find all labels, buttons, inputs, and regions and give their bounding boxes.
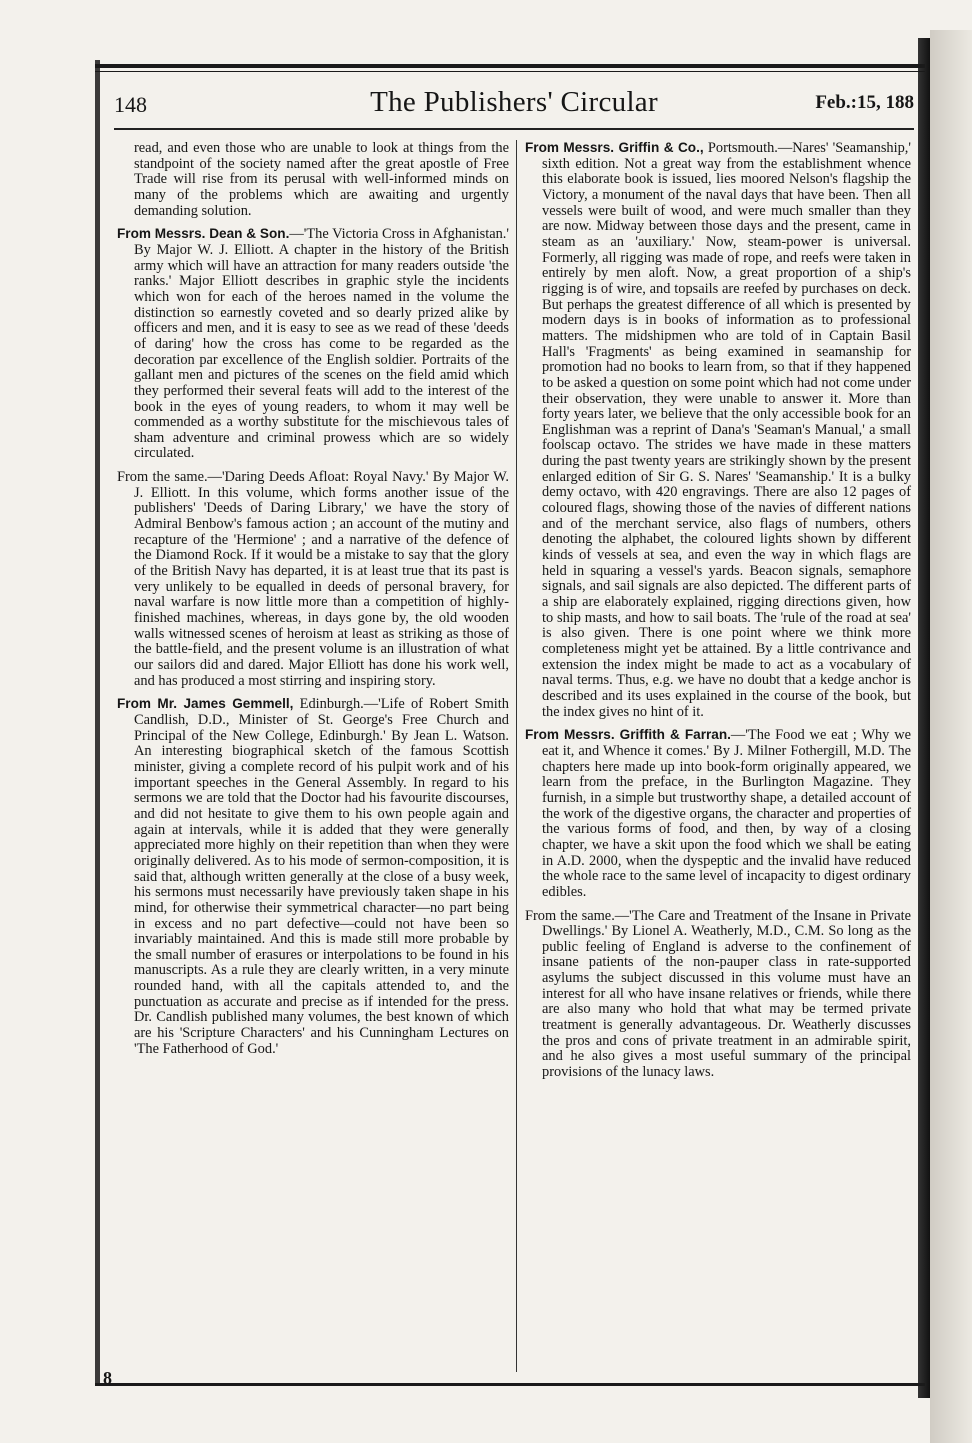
article-paragraph bbox=[117, 469, 509, 689]
article-text: —'The Victoria Cross in Afghanistan.' By Major W. J. Elliott. A chapter in the history of the British army which will have an attraction for many readers outside 'the ranks.' Major Elliott describes in graphic style the incidents which won for each of the heroes named in the volume the distinction so earnestly coveted and so dearly prized alike by officers and men, and it is easy to see as we read of these 'deeds of daring' how the cross has come to be regarded as the decoration par excellence of the English soldier. Portraits of the gallant men and pictures of the scenes on the field amid which they performed their several feats will add to the interest of the book in the eyes of young readers, to whom it may well be commended as a worthy substitute for the mischievous tales of sham adventure and criminal prowess which are so widely circulated. bbox=[134, 226, 509, 462]
article-lead: From Messrs. Dean & Son. bbox=[117, 226, 290, 242]
header-rule bbox=[114, 128, 914, 130]
page-gutter-shadow bbox=[930, 30, 972, 1443]
column-divider bbox=[516, 140, 517, 1372]
top-rule bbox=[95, 64, 925, 68]
article-text: From the same.—'The Care and Treatment of the Insane in Private Dwellings.' By Lionel A. Weatherly, M.D., C.M. So long as the public feeling of England is adverse to the confinement of insane patients of the non-pauper class in rate-supported asylums the subject discussed in this volume must have an interest for all who have insane relatives or friends, while there are also many who hold that what may be termed private treatment is generally advantageous. Dr. Weatherly discusses the pros and cons of private treatment in an admirable spirit, and he also gives a most useful summary of the principal provisions of the lunacy laws. bbox=[525, 907, 911, 1081]
article-text: From the same.—'Daring Deeds Afloat: Royal Navy.' By Major W. J. Elliott. In this volume, which forms another issue of the publishers' 'Deeds of Daring Library,' we have the story of Admiral Benbow's famous action ; an account of the mutiny and recapture of the 'Hermione' ; and a narrative of the defence of the Diamond Rock. If it would be a mistake to say that the glory of the British Navy has departed, it is at least true that its past is very unlikely to be equalled in deeds of personal bravery, for naval warfare is now little more than a competition of highly-finished machines, whereas, in days gone by, the old wooden walls witnessed scenes of heroism at least as striking as those of the battle-field, and the present volume is an illustration of what our sailors did and dared. Major Elliott has done his work well, and has produced a most stirring and inspiring story. bbox=[117, 469, 509, 689]
edge-mark: 8 bbox=[103, 1368, 112, 1388]
article-paragraph bbox=[525, 908, 911, 1081]
article-text: Portsmouth.—Nares' 'Seamanship,' sixth edition. Not a great way from the establishment whence this elaborate book is issued, lies moored Nelson's flagship the Victory, a monument of the naval days that have been. Then all vessels were built of wood, and were much smaller than they are now. Midway between those days and the present, came in steam as an 'auxiliary.' Now, steam-power is universal. Formerly, all rigging was made of rope, and reefs were taken in entirely by men aloft. Now, a great proportion of a ship's rigging is of wire, and topsails are reefed by purchases on deck. But perhaps the greatest difference of all which is presented by modern days is in books of information as to professional matters. The midshipmen who are told of in Captain Basil Hall's 'Fragments' as being examined in seamanship for promotion had no books to learn from, so that if they happened to be asked a question on some point which had not come under their observation, they were unable to answer it. More than forty years later, we believe that the only accessible book for an Englishman was a reprint of Dana's 'Seaman's Manual,' a small foolscap octavo. The strides we have made in these matters during the past twenty years are strikingly shown by the present enlarged edition of Sir G. S. Nares' 'Seamanship.' It is a bulky demy octavo, with 420 engravings. There are also 12 pages of coloured flags, showing those of the navies of different nations and of the merchant service, also flags of numbers, others denoting the alphabet, the coloured lights shown by different kinds of vessels at sea, and even the way in which flags are held in squaring a vessel's yards. Beacon signals, semaphore signals, and sail signals are also depicted. The different parts of a ship are elaborately explained, rigging directions given, how to ship masts, and how to sail boats. The 'rule of the road at sea' is also given. There is one point where we think more completeness might yet be attained. By a little contrivance and extension the index might be made to act as a vocabulary of naval terms. Thus, e.g. we have no doubt that a kedge anchor is described and its uses explained in the course of the book, but the index gives no hint of it. bbox=[542, 140, 911, 720]
article-text: —'The Food we eat ; Why we eat it, and Whence it comes.' By J. Milner Fothergill, M.D. The chapters here made up into book-form originally appeared, we learn from the preface, in the Burlington Magazine. They furnish, in a simple but trustworthy shape, a detailed account of the work of the digestive organs, the character and properties of the various forms of food, and then, by way of a closing chapter, we have a skit upon the food which we shall be eating in A.D. 2000, when the dyspeptic and the invalid have reduced the whole race to the same level of incapacity to digest ordinary edibles. bbox=[542, 727, 911, 900]
page-number: 148 bbox=[114, 92, 147, 117]
article-paragraph bbox=[117, 696, 509, 1057]
article-paragraph bbox=[117, 140, 509, 219]
article-paragraph bbox=[525, 727, 911, 900]
page-header bbox=[114, 86, 914, 126]
article-text: Edinburgh.—'Life of Robert Smith Candlish, D.D., Minister of St. George's Free Church and Principal of the New College, Edinburgh.' By Jean L. Watson. An interesting biographical sketch of the famous Scottish minister, giving a complete record of his pulpit work and of his important speeches in the General Assembly. In regard to his sermons we are told that the Doctor had his favourite discourses, and did not hesitate to give them to his own people again and again at intervals, while it is added that they were generally appreciated more highly on their repetition than when they were originally delivered. As to his mode of sermon-composition, it is said that, although written generally at the close of a busy week, his sermons must necessarily have previously taken shape in his mind, for otherwise their symmetrical character—no part being in excess and no part defective—could not have been so invariably maintained. And this is made still more probable by the small number of erasures or interpolations to be found in his manuscripts. As a rule they are clearly written, in a very minute rounded hand, with all the capitals attended to, and the punctuation as accurate and precise as if intended for the press. Dr. Candlish published many volumes, the best known of which are his 'Scripture Characters' and his Cunningham Lectures on 'The Fatherhood of God.' bbox=[134, 696, 510, 1057]
binding-edge bbox=[918, 38, 930, 1398]
issue-date: Feb.:15, 188 bbox=[815, 92, 914, 113]
right-column bbox=[525, 140, 911, 1088]
top-rule-thin bbox=[95, 71, 925, 72]
article-lead: From Mr. James Gemmell, bbox=[117, 696, 294, 712]
left-column bbox=[117, 140, 509, 1064]
journal-title: The Publishers' Circular bbox=[370, 86, 658, 118]
article-text: read, and even those who are unable to look at things from the standpoint of the society named after the great apostle of Free Trade will rise from its perusal with well-informed minds on many of the problems which are awaiting and urgently demanding solution. bbox=[134, 140, 509, 219]
article-lead: From Messrs. Griffith & Farran. bbox=[525, 727, 731, 743]
left-margin-rule bbox=[95, 60, 100, 1385]
article-paragraph bbox=[525, 140, 911, 720]
article-lead: From Messrs. Griffin & Co., bbox=[525, 140, 704, 155]
bottom-rule bbox=[95, 1383, 925, 1386]
article-paragraph bbox=[117, 226, 509, 462]
